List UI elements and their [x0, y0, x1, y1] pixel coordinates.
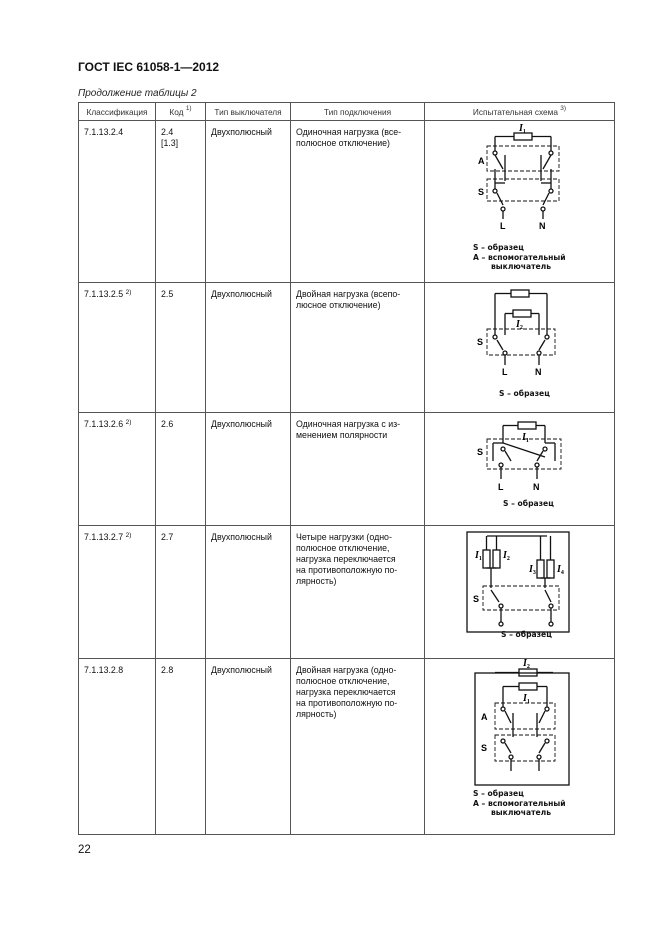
connection-type-cell: Двойная нагрузка (всепо- люсное отключение) — [291, 283, 425, 413]
test-circuit-diagram — [425, 526, 613, 636]
connection-type-cell: Двойная нагрузка (одно- полюсное отключение, нагрузка переключается на противоположную по- лярность) — [291, 659, 425, 835]
aux-switch-label: A — [481, 712, 488, 722]
diagram-legend: S – образец — [503, 499, 554, 508]
sample-label: S — [478, 187, 485, 197]
load-label-i1: $I_1$ — [519, 123, 526, 135]
table-header-row — [79, 103, 615, 121]
classification-cell: 7.1.13.2.5 $^{2)}$ — [79, 283, 156, 413]
load-label-i2: $I_2$ — [516, 319, 523, 331]
line-terminal-label: L — [500, 221, 506, 231]
classification-cell: 7.1.13.2.7 $^{2)}$ — [79, 526, 156, 659]
load-label-i2: $I_2$ — [523, 659, 530, 670]
sample-label: S — [473, 594, 480, 604]
sample-label: S — [477, 447, 484, 457]
test-scheme-cell — [425, 526, 615, 659]
table-row — [79, 659, 615, 835]
line-terminal-label: L — [498, 482, 504, 492]
test-scheme-cell — [425, 121, 615, 283]
test-schemes-table — [78, 102, 615, 835]
aux-switch-label: A — [478, 156, 485, 166]
column-header-classification: Классификация — [79, 103, 156, 121]
test-scheme-cell — [425, 413, 615, 526]
load-label-i3: $I_3$ — [529, 564, 536, 576]
switch-type-cell: Двухполюсный — [206, 121, 291, 283]
code-cell: 2.6 — [156, 413, 206, 526]
test-circuit-diagram — [425, 659, 613, 789]
connection-type-cell: Одиночная нагрузка (все- полюсное отключение) — [291, 121, 425, 283]
table-row — [79, 283, 615, 413]
switch-type-cell: Двухполюсный — [206, 526, 291, 659]
load-label-i1: $I_1$ — [475, 550, 482, 562]
neutral-terminal-label: N — [533, 482, 540, 492]
test-circuit-diagram — [425, 283, 613, 391]
test-circuit-diagram — [425, 121, 613, 245]
column-header-code: Код $^{1)}$ — [156, 103, 206, 121]
line-terminal-label: L — [502, 367, 508, 377]
table-row — [79, 526, 615, 659]
diagram-legend: S – образец A – вспомогательный выключатель — [473, 243, 566, 271]
diagram-legend: S – образец — [499, 389, 550, 398]
load-label-i1: $I_1$ — [522, 432, 529, 444]
load-label-i4: $I_4$ — [557, 564, 564, 576]
classification-cell: 7.1.13.2.8 — [79, 659, 156, 835]
column-header-test-scheme: Испытательная схема $^{3)}$ — [425, 103, 615, 121]
sample-label: S — [481, 743, 488, 753]
table-caption: Продолжение таблицы 2 — [78, 88, 197, 99]
table-row — [79, 121, 615, 283]
column-header-switch-type: Тип выключателя — [206, 103, 291, 121]
switch-type-cell: Двухполюсный — [206, 283, 291, 413]
test-scheme-cell — [425, 659, 615, 835]
test-circuit-diagram — [425, 413, 613, 501]
connection-type-cell: Четыре нагрузки (одно- полюсное отключение, нагрузка переключается на противоположную по- лярность) — [291, 526, 425, 659]
sample-label: S — [477, 337, 484, 347]
code-cell: 2.4 [1.3] — [156, 121, 206, 283]
code-cell: 2.5 — [156, 283, 206, 413]
neutral-terminal-label: N — [535, 367, 542, 377]
test-scheme-cell — [425, 283, 615, 413]
code-cell: 2.8 — [156, 659, 206, 835]
code-cell: 2.7 — [156, 526, 206, 659]
table-row — [79, 413, 615, 526]
column-header-connection-type: Тип подключения — [291, 103, 425, 121]
load-label-i2: $I_2$ — [503, 550, 510, 562]
classification-cell: 7.1.13.2.4 — [79, 121, 156, 283]
switch-type-cell: Двухполюсный — [206, 413, 291, 526]
connection-type-cell: Одиночная нагрузка с из- менением полярности — [291, 413, 425, 526]
diagram-legend: S – образец — [501, 630, 552, 639]
document-header: ГОСТ IEC 61058-1—2012 — [78, 60, 220, 74]
page-number: 22 — [78, 844, 91, 856]
classification-cell: 7.1.13.2.6 $^{2)}$ — [79, 413, 156, 526]
neutral-terminal-label: N — [539, 221, 546, 231]
switch-type-cell: Двухполюсный — [206, 659, 291, 835]
diagram-legend: S – образец A – вспомогательный выключатель — [473, 789, 566, 817]
load-label-i1: $I_1$ — [523, 693, 530, 705]
